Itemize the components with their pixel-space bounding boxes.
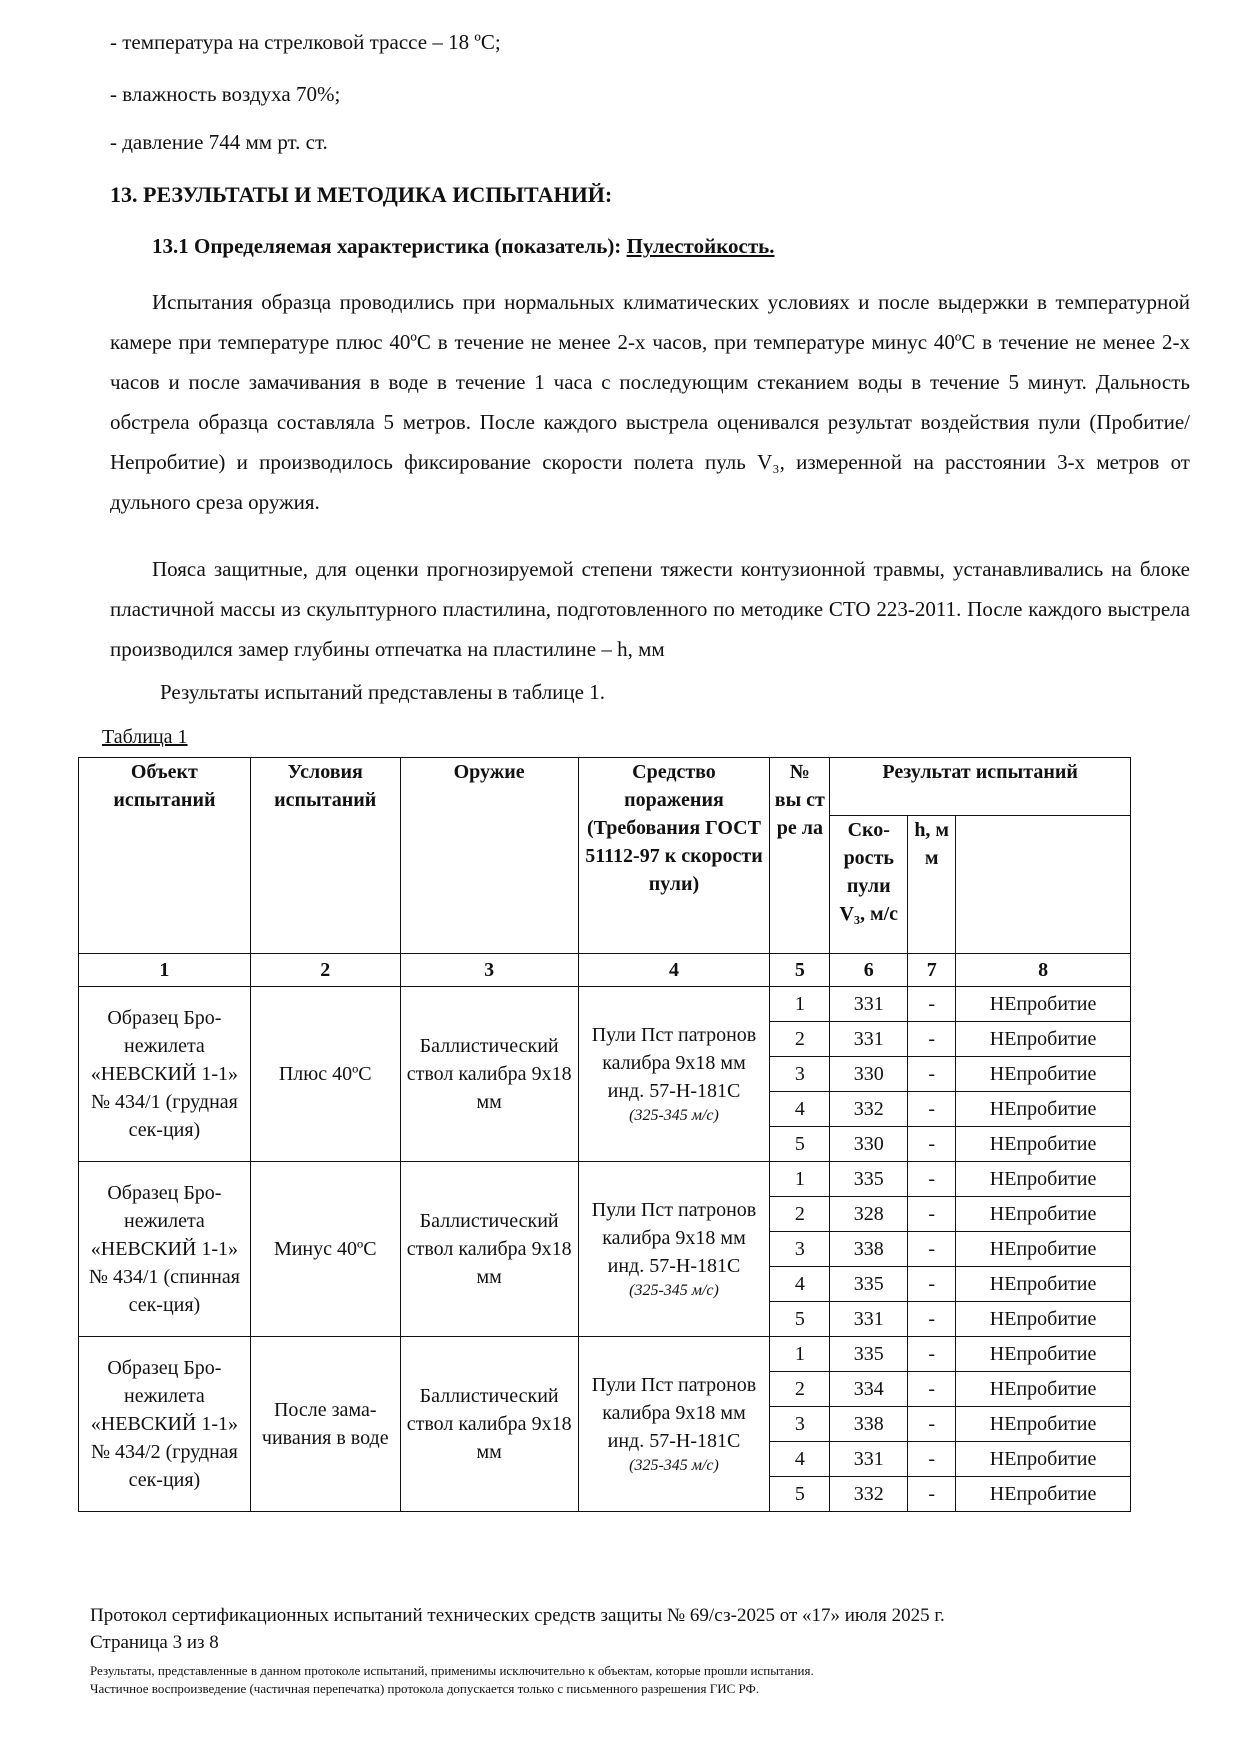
shot-number-cell: 4 [770,1092,830,1127]
col-number: 8 [956,954,1131,987]
result-cell: НЕпробитие [956,1407,1131,1442]
speed-cell: 335 [830,1162,908,1197]
weapon-cell: Баллистический ствол калибра 9х18 мм [400,987,578,1162]
result-cell: НЕпробитие [956,1477,1131,1512]
depth-cell: - [908,1057,956,1092]
result-cell: НЕпробитие [956,1162,1131,1197]
result-cell: НЕпробитие [956,1442,1131,1477]
shot-number-cell: 5 [770,1302,830,1337]
depth-cell: - [908,1022,956,1057]
speed-cell: 331 [830,1022,908,1057]
shot-number-cell: 3 [770,1057,830,1092]
subsection-title [152,234,775,259]
temperature-line: - температура на стрелковой трассе – 18 ºС; [110,30,501,54]
header-object: Объект испытаний [79,758,251,954]
shot-number-cell: 2 [770,1022,830,1057]
object-cell: Образец Бро-нежилета «НЕВСКИЙ 1-1» № 434/1 (грудная сек-ция) [79,987,251,1162]
header-weapon: Оружие [400,758,578,954]
header-means: Средство поражения (Требования ГОСТ 51112-97 к скорости пули) [578,758,770,954]
depth-cell: - [908,1162,956,1197]
speed-cell: 332 [830,1477,908,1512]
header-h: h, м м [908,816,956,954]
shot-number-cell: 1 [770,1337,830,1372]
result-cell: НЕпробитие [956,1302,1131,1337]
depth-cell: - [908,1477,956,1512]
result-cell: НЕпробитие [956,1197,1131,1232]
results-reference: Результаты испытаний представлены в таблице 1. [160,680,605,704]
header-outcome [956,816,1131,954]
means-cell [578,987,770,1162]
subsection-value: Пулестойкость. [626,234,775,258]
header-shot-number: № вы ст ре ла [770,758,830,954]
speed-cell: 334 [830,1372,908,1407]
means-cell [578,1162,770,1337]
depth-cell: - [908,1127,956,1162]
speed-cell: 330 [830,1057,908,1092]
results-table [78,757,1131,1512]
col-number: 7 [908,954,956,987]
shot-number-cell: 2 [770,1197,830,1232]
footer-note: Частичное воспроизведение (частичная перепечатка) протокола допускается только с письменного разрешения ГИС РФ. [90,1681,760,1696]
weapon-cell: Баллистический ствол калибра 9х18 мм [400,1162,578,1337]
depth-cell: - [908,987,956,1022]
result-cell: НЕпробитие [956,1022,1131,1057]
speed-cell: 335 [830,1337,908,1372]
object-cell: Образец Бро-нежилета «НЕВСКИЙ 1-1» № 434/1 (спинная сек-ция) [79,1162,251,1337]
conditions-cell: Минус 40ºС [250,1162,400,1337]
footer-page: Страница 3 из 8 [90,1632,219,1653]
col-number: 6 [830,954,908,987]
result-cell: НЕпробитие [956,987,1131,1022]
col-number: 4 [578,954,770,987]
footer [90,1602,945,1656]
subsection-prefix: 13.1 Определяемая характеристика (показатель): [152,234,622,258]
depth-cell: - [908,1267,956,1302]
depth-cell: - [908,1372,956,1407]
result-cell: НЕпробитие [956,1232,1131,1267]
speed-cell: 331 [830,987,908,1022]
shot-number-cell: 5 [770,1127,830,1162]
means-text: Пули Пст патронов калибра 9х18 мм инд. 57-Н-181С [591,1374,757,1452]
result-cell: НЕпробитие [956,1092,1131,1127]
footer-note: Результаты, представленные в данном протоколе испытаний, применимы исключительно к объектам, которые прошли испытания. [90,1663,814,1678]
conditions-cell: Плюс 40ºС [250,987,400,1162]
speed-cell: 335 [830,1267,908,1302]
method-paragraph: Испытания образца проводились при нормальных климатических условиях и после выдержки в температурной камере при температуре плюс 40ºС в течение не менее 2-х часов, при температуре минус 40ºС в течение не менее 2-х часов и после замачивания в воде в течение 1 часа с последующим стеканием воды в течение 5 минут. Дальность обстрела образца составляла 5 метров. После каждого выстрела оценивался результат воздействия пули (Пробитие/Непробитие) и производилось фиксирование скорости полета пуль V₃, измеренной на расстоянии 3-х метров от дульного среза оружия. [110,290,1190,514]
speed-cell: 338 [830,1232,908,1267]
conditions-cell: После зама-чивания в воде [250,1337,400,1512]
speed-cell: 332 [830,1092,908,1127]
table-row [79,987,1131,1022]
depth-cell: - [908,1232,956,1267]
speed-requirement: (325-345 м/с) [629,1107,719,1124]
speed-cell: 338 [830,1407,908,1442]
means-text: Пули Пст патронов калибра 9х18 мм инд. 57-Н-181С [591,1024,757,1102]
weapon-cell: Баллистический ствол калибра 9х18 мм [400,1337,578,1512]
depth-cell: - [908,1302,956,1337]
shot-number-cell: 2 [770,1372,830,1407]
section-title: 13. РЕЗУЛЬТАТЫ И МЕТОДИКА ИСПЫТАНИЙ: [110,182,613,207]
depth-cell: - [908,1442,956,1477]
humidity-line: - влажность воздуха 70%; [110,82,341,106]
header-conditions: Условия испытаний [250,758,400,954]
speed-cell: 331 [830,1442,908,1477]
col-number: 5 [770,954,830,987]
result-cell: НЕпробитие [956,1057,1131,1092]
table-row [79,1337,1131,1372]
depth-cell: - [908,1407,956,1442]
result-cell: НЕпробитие [956,1127,1131,1162]
depth-cell: - [908,1092,956,1127]
shot-number-cell: 1 [770,1162,830,1197]
plasticine-paragraph: Пояса защитные, для оценки прогнозируемой степени тяжести контузионной травмы, устанавливались на блоке пластичной массы из скульптурного пластилина, подготовленного по методике СТО 223-2011. После каждого выстрела производился замер глубины отпечатка на пластилине – h, мм [110,557,1190,661]
shot-number-cell: 4 [770,1442,830,1477]
result-cell: НЕпробитие [956,1267,1131,1302]
col-number: 2 [250,954,400,987]
table-row [79,1162,1131,1197]
pressure-line: - давление 744 мм рт. ст. [110,130,328,154]
result-cell: НЕпробитие [956,1372,1131,1407]
shot-number-cell: 4 [770,1267,830,1302]
footer-notes [90,1662,814,1698]
speed-cell: 330 [830,1127,908,1162]
speed-cell: 331 [830,1302,908,1337]
col-number: 1 [79,954,251,987]
shot-number-cell: 3 [770,1407,830,1442]
shot-number-cell: 3 [770,1232,830,1267]
footer-protocol: Протокол сертификационных испытаний технических средств защиты № 69/сз-2025 от «17» июля 2025 г. [90,1605,945,1626]
header-result: Результат испытаний [830,758,1131,816]
shot-number-cell: 5 [770,1477,830,1512]
table-caption: Таблица 1 [102,726,188,748]
depth-cell: - [908,1337,956,1372]
depth-cell: - [908,1197,956,1232]
speed-cell: 328 [830,1197,908,1232]
object-cell: Образец Бро-нежилета «НЕВСКИЙ 1-1» № 434/2 (грудная сек-ция) [79,1337,251,1512]
col-number: 3 [400,954,578,987]
speed-requirement: (325-345 м/с) [629,1282,719,1299]
means-text: Пули Пст патронов калибра 9х18 мм инд. 57-Н-181С [591,1199,757,1277]
result-cell: НЕпробитие [956,1337,1131,1372]
speed-requirement: (325-345 м/с) [629,1457,719,1474]
shot-number-cell: 1 [770,987,830,1022]
means-cell [578,1337,770,1512]
header-speed: Ско-рость пули V₃, м/с [830,816,908,954]
